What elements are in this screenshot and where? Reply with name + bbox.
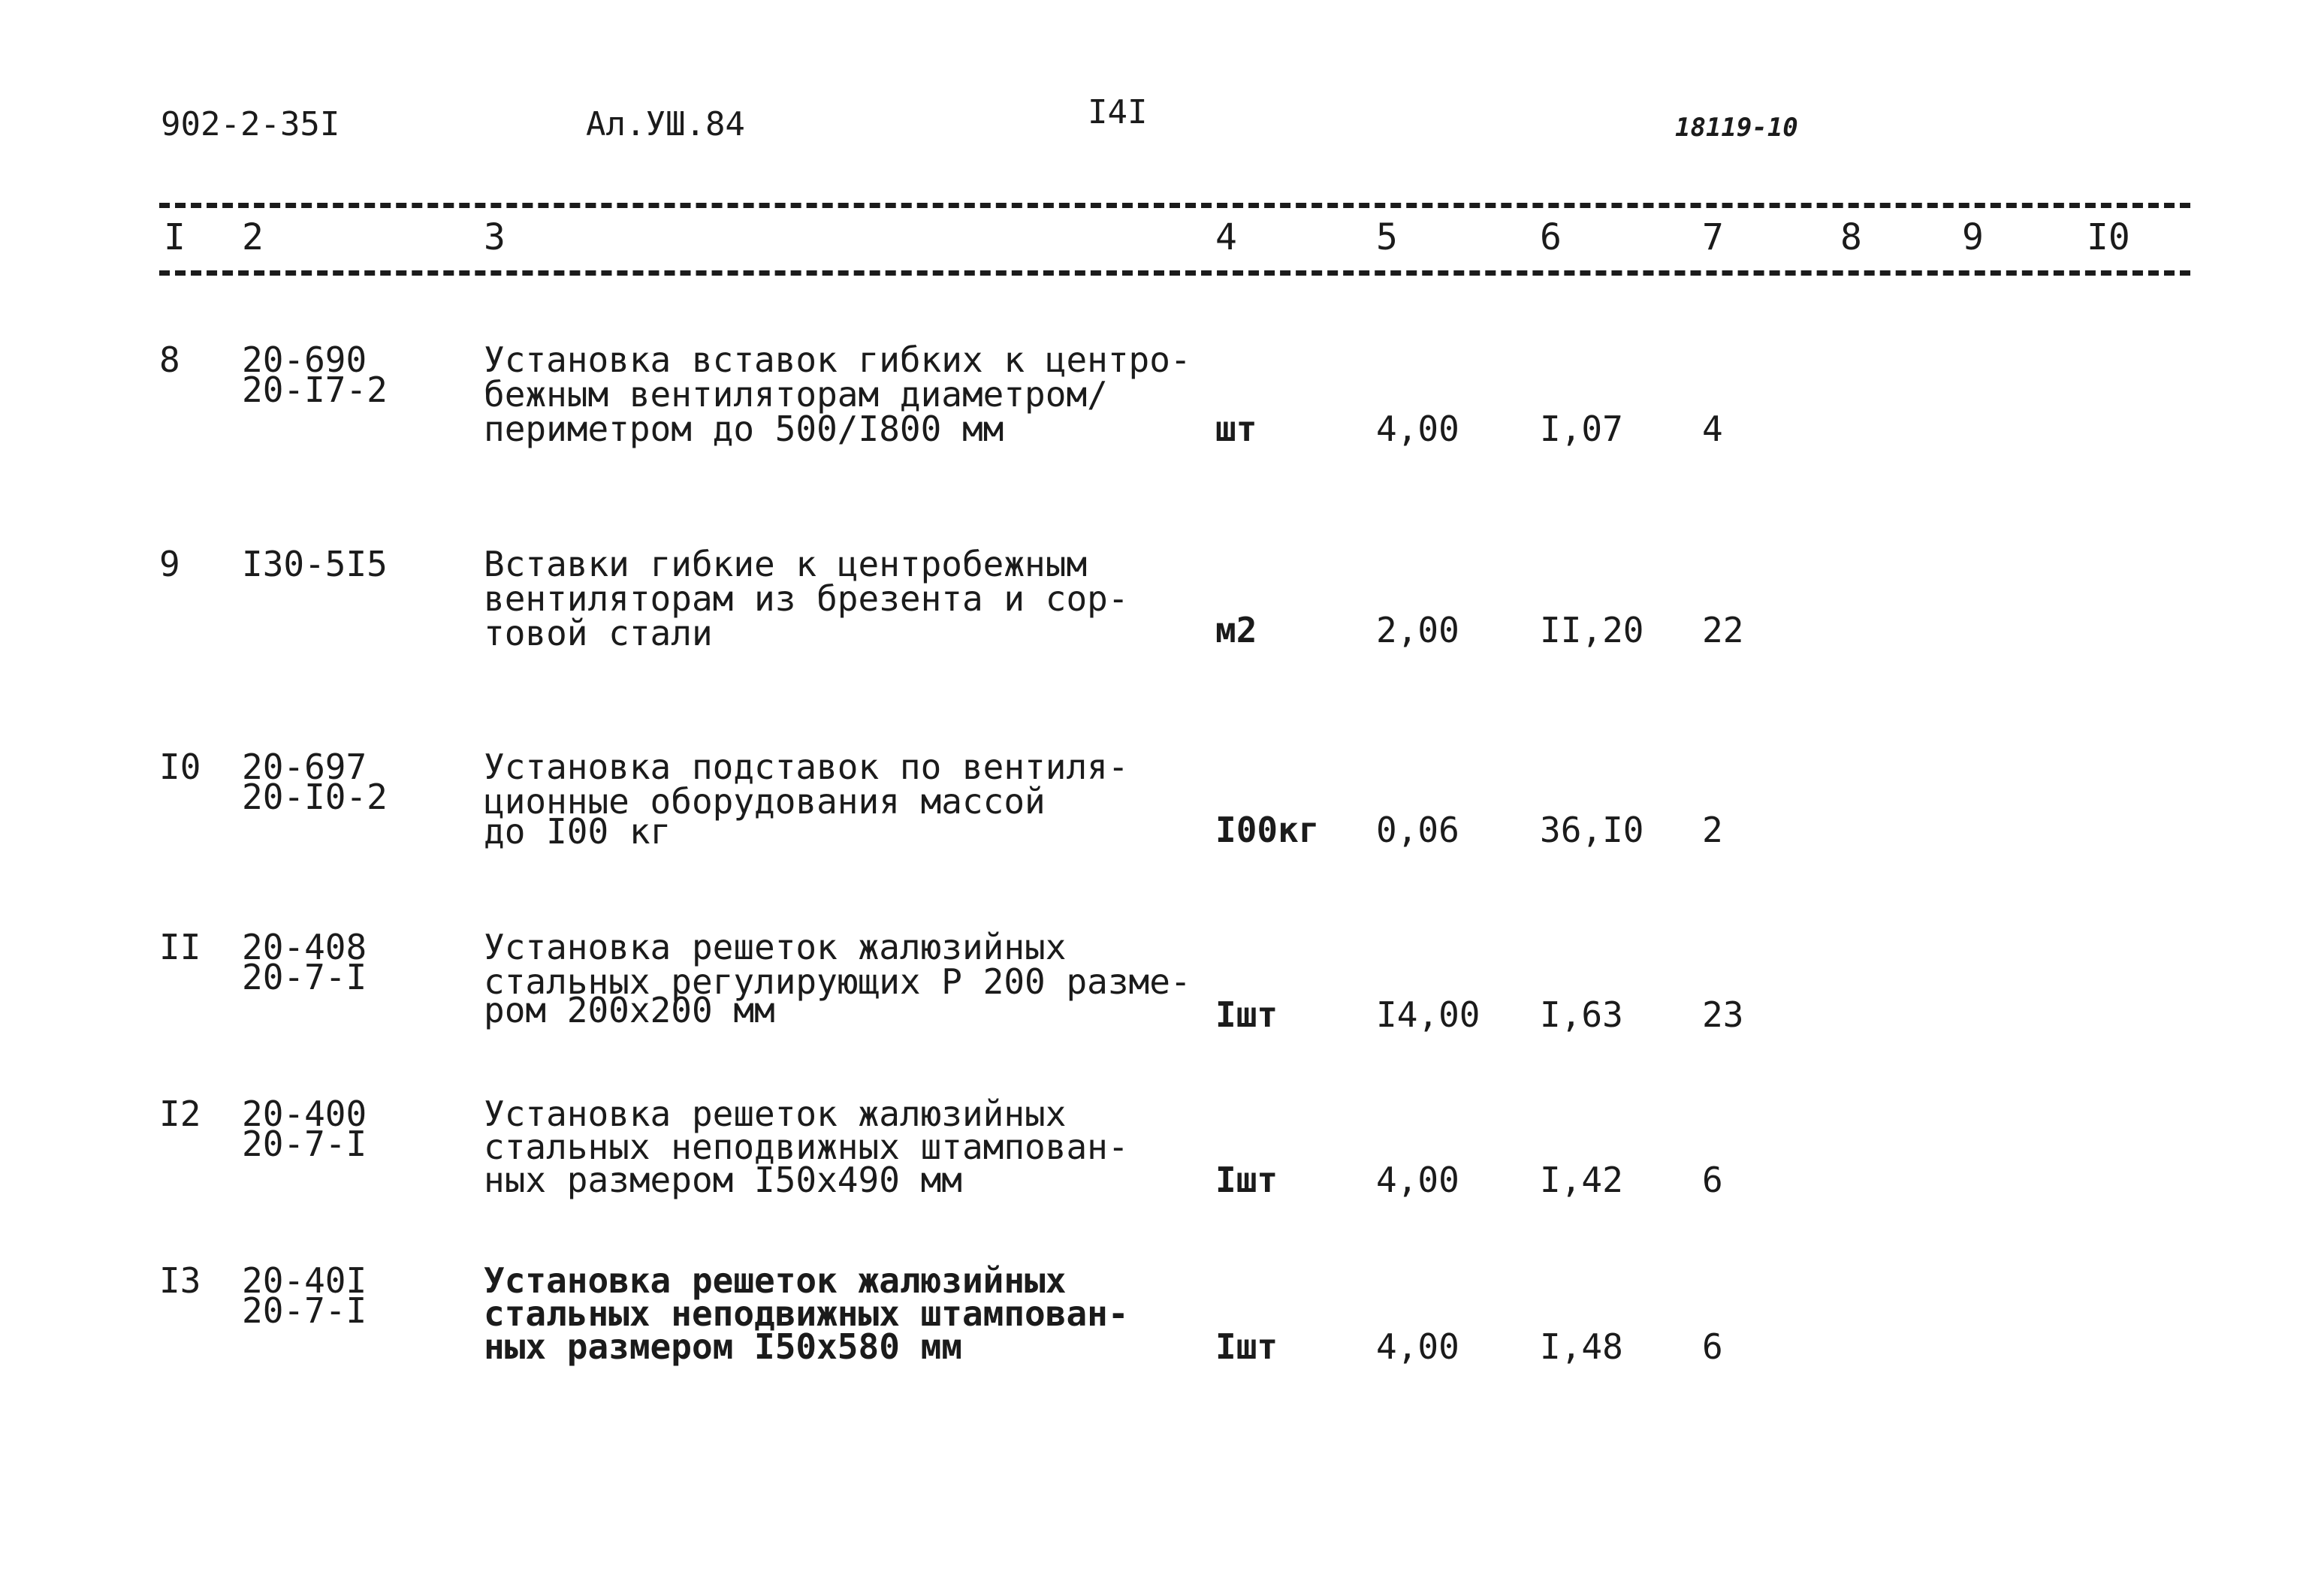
total-cell: 22 (1702, 610, 1744, 650)
work-description-line: Установка вставок гибких к центро- (484, 339, 1191, 380)
album-number: Ал.УШ.84 (586, 105, 745, 143)
rate-code-line: 20-I7-2 (242, 370, 388, 410)
work-description-line: стальных неподвижных штампован- (484, 1127, 1129, 1167)
total-cell: 6 (1702, 1326, 1723, 1367)
unit-cell: Iшт (1215, 1160, 1278, 1200)
column-header-10: I0 (2087, 216, 2130, 258)
header-top-rule (159, 203, 2190, 208)
rate-code-line: 20-40I (242, 1260, 367, 1301)
column-header-5: 5 (1376, 216, 1398, 258)
quantity-cell: I4,00 (1376, 994, 1480, 1035)
row-number: I3 (159, 1260, 201, 1301)
unit-price-cell: 36,I0 (1540, 810, 1644, 850)
column-header-4: 4 (1215, 216, 1237, 258)
rate-code-line: 20-697 (242, 747, 367, 787)
column-header-3: 3 (484, 216, 506, 258)
rate-code-line: 20-7-I (242, 1124, 367, 1164)
rate-code-line: 20-400 (242, 1094, 367, 1134)
work-description-line: ром 200х200 мм (484, 990, 775, 1030)
header-bottom-rule (159, 270, 2190, 276)
work-description-line: ных размером I50х490 мм (484, 1160, 962, 1200)
work-description-line: стальных неподвижных штампован- (484, 1293, 1129, 1334)
work-description-line: Установка подставок по вентиля- (484, 747, 1129, 787)
row-number: 9 (159, 544, 180, 584)
work-description-line: вентиляторам из брезента и сор- (484, 578, 1129, 619)
rate-code-line: 20-7-I (242, 957, 367, 997)
quantity-cell: 4,00 (1376, 409, 1459, 449)
unit-price-cell: I,07 (1540, 409, 1623, 449)
quantity-cell: 4,00 (1376, 1326, 1459, 1367)
unit-price-cell: I,63 (1540, 994, 1623, 1035)
row-number: 8 (159, 339, 180, 380)
work-description-line: товой стали (484, 613, 713, 653)
unit-price-cell: I,48 (1540, 1326, 1623, 1367)
work-description-line: Установка решеток жалюзийных (484, 927, 1067, 967)
column-header-7: 7 (1702, 216, 1724, 258)
column-header-6: 6 (1540, 216, 1562, 258)
work-description-line: ных размером I50х580 мм (484, 1326, 962, 1367)
unit-price-cell: I,42 (1540, 1160, 1623, 1200)
total-cell: 2 (1702, 810, 1723, 850)
work-description-line: до I00 кг (484, 811, 672, 852)
document-code: 902-2-35I (161, 105, 340, 143)
row-number: I2 (159, 1094, 201, 1134)
unit-cell: Iшт (1215, 994, 1278, 1035)
page-number: I4I (1088, 93, 1148, 131)
unit-cell: Iшт (1215, 1326, 1278, 1367)
row-number: I0 (159, 747, 201, 787)
column-header-9: 9 (1962, 216, 1984, 258)
column-header-8: 8 (1840, 216, 1862, 258)
rate-code-line: 20-408 (242, 927, 367, 967)
work-description-line: Вставки гибкие к центробежным (484, 544, 1088, 584)
work-description-line: стальных регулирующих Р 200 разме- (484, 961, 1191, 1002)
unit-price-cell: II,20 (1540, 610, 1644, 650)
work-description-line: бежным вентиляторам диаметром/ (484, 374, 1108, 415)
work-description-line: ционные оборудования массой (484, 781, 1046, 822)
column-header-1: I (164, 216, 186, 258)
rate-code-line: I30-5I5 (242, 544, 388, 584)
total-cell: 6 (1702, 1160, 1723, 1200)
unit-cell: м2 (1215, 610, 1257, 650)
total-cell: 4 (1702, 409, 1723, 449)
work-description-line: Установка решеток жалюзийных (484, 1260, 1067, 1301)
archive-stamp: 18119-10 (1675, 113, 1798, 143)
quantity-cell: 4,00 (1376, 1160, 1459, 1200)
column-header-2: 2 (242, 216, 264, 258)
quantity-cell: 2,00 (1376, 610, 1459, 650)
row-number: II (159, 927, 201, 967)
quantity-cell: 0,06 (1376, 810, 1459, 850)
rate-code-line: 20-7-I (242, 1290, 367, 1331)
rate-code-line: 20-I0-2 (242, 777, 388, 817)
unit-cell: шт (1215, 409, 1257, 449)
rate-code-line: 20-690 (242, 339, 367, 380)
work-description-line: периметром до 500/I800 мм (484, 409, 1004, 449)
total-cell: 23 (1702, 994, 1744, 1035)
work-description-line: Установка решеток жалюзийных (484, 1094, 1067, 1134)
unit-cell: I00кг (1215, 810, 1320, 850)
